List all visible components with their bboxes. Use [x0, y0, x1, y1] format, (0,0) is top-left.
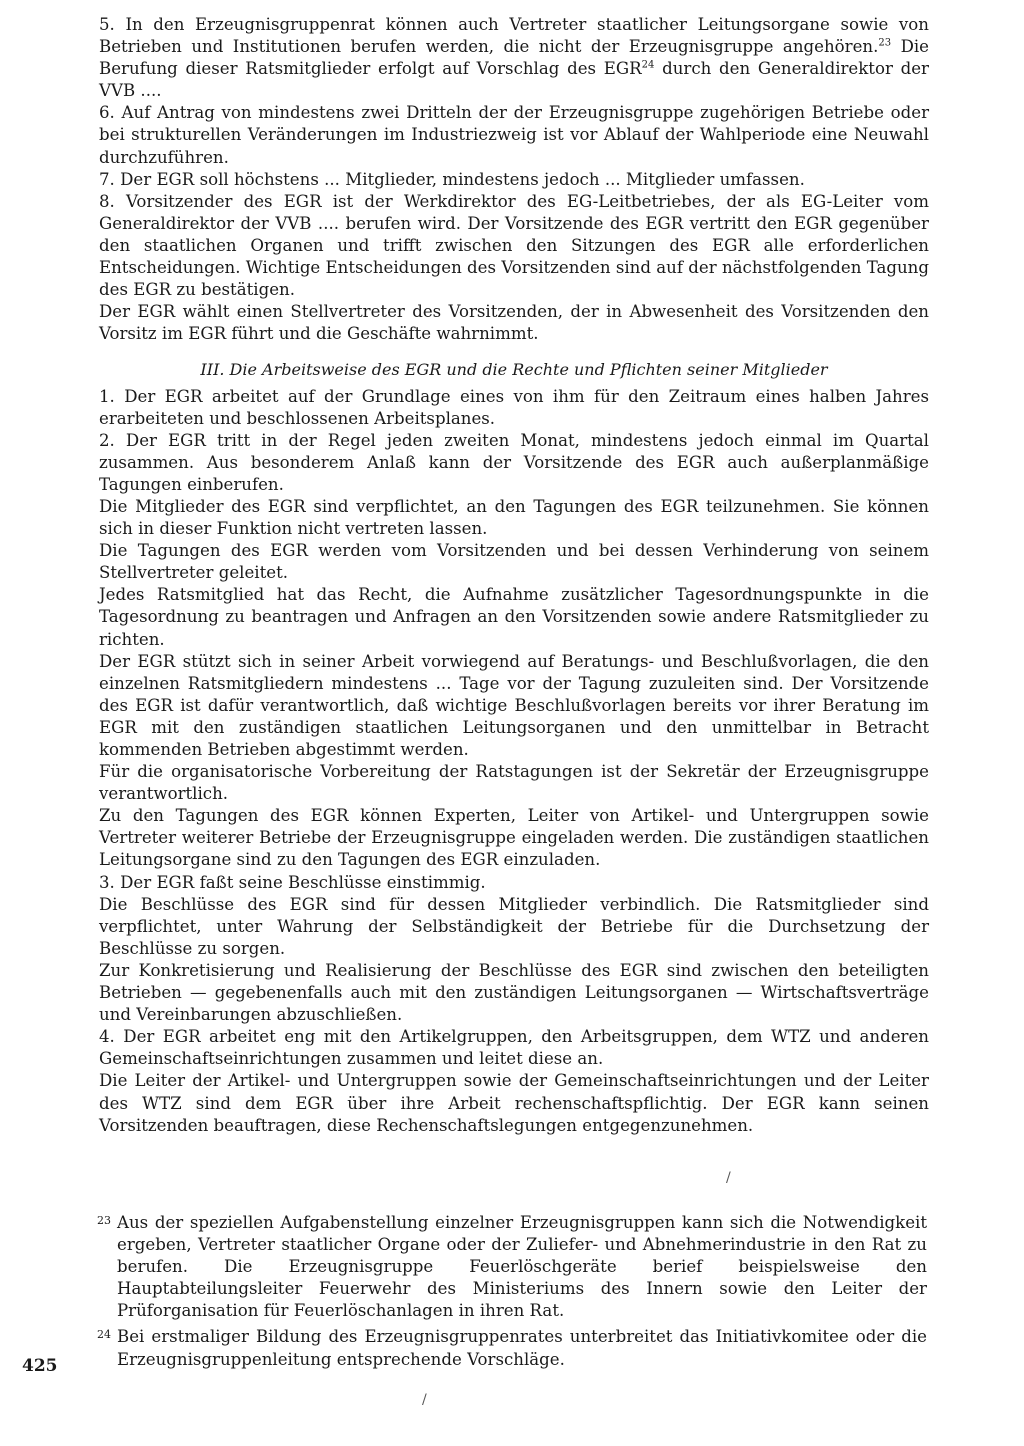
scan-mark: /	[422, 1392, 427, 1408]
footnote-ref-24: 24	[641, 59, 655, 71]
footnote-text: Aus der speziellen Aufgabenstellung einzelner Erzeugnisgruppen kann sich die Notwendigkeit ergeben, Vertreter staatlicher Organe oder der Zuliefer- und Abnehmerindustrie in den Rat zu berufen. Die Erzeugnisgruppe Feuerlöschgeräte berief beispielsweise den Hauptabteilungsleiter Feuerwehr des Ministeriums des Innern sowie den Leiter der Prüforganisation für Feuerlöschanlagen in ihren Rat.	[117, 1213, 927, 1321]
footnote-mark: 23	[97, 1214, 111, 1227]
section3-paragraph-2g: Zu den Tagungen des EGR können Experten, Leiter von Artikel- und Untergruppen sowie Vertreter weiterer Betriebe der Erzeugnisgruppe eingeladen werden. Die zuständigen staatlichen Leitungsorgane sind zu den Tagungen des EGR einzuladen.	[99, 806, 929, 870]
main-text	[99, 14, 929, 1137]
section3-paragraph-4b: Die Leiter der Artikel- und Untergruppen sowie der Gemeinschaftseinrichtungen und der Leiter des WTZ sind dem EGR über ihre Arbeit rechenschaftspflichtig. Der EGR kann seinen Vorsitzenden beauftragen, diese Rechenschaftslegungen entgegenzunehmen.	[99, 1071, 929, 1135]
section3-paragraph-2f: Für die organisatorische Vorbereitung der Ratstagungen ist der Sekretär der Erzeugnisgruppe verantwortlich.	[99, 762, 929, 804]
section3-paragraph-2b: Die Mitglieder des EGR sind verpflichtet, an den Tagungen des EGR teilzunehmen. Sie können sich in dieser Funktion nicht vertreten lassen.	[99, 496, 929, 539]
section3-paragraph-1: 1. Der EGR arbeitet auf der Grundlage eines von ihm für den Zeitraum eines halben Jahres erarbeiteten und beschlossenen Arbeitsplanes.	[99, 386, 929, 428]
paragraph-5-text-c: durch den Generaldirektor der VVB ....	[99, 59, 929, 101]
paragraph-8: 8. Vorsitzender des EGR ist der Werkdirektor des EG-Leitbetriebes, der als EG-Leiter vom Generaldirektor der VVB .... berufen wird. Der Vorsitzende des EGR vertritt den EGR gegenüber den staatlichen Organen und trifft zwischen den Sitzungen des EGR alle erforderlichen Entscheidungen. Wichtige Entscheidungen des Vorsitzenden sind auf der nächstfolgenden Tagung des EGR zu bestätigen.	[99, 191, 929, 300]
paragraph-7: 7. Der EGR soll höchstens ... Mitglieder, mindestens jedoch ... Mitglieder umfassen.	[99, 169, 805, 189]
section3-paragraph-2c: Die Tagungen des EGR werden vom Vorsitzenden und bei dessen Verhinderung von seinem Stellvertreter geleitet.	[99, 541, 929, 583]
footnote-text: Bei erstmaliger Bildung des Erzeugnisgruppenrates unterbreitet das Initiativkomitee oder die Erzeugnisgruppenleitung entsprechende Vorschläge.	[117, 1327, 927, 1369]
paragraph-5	[99, 14, 929, 102]
section3-paragraph-2d: Jedes Ratsmitglied hat das Recht, die Aufnahme zusätzlicher Tagesordnungspunkte in die Tagesordnung zu beantragen und Anfragen an den Vorsitzenden sowie andere Ratsmitglieder zu richten.	[99, 585, 929, 649]
footnote-23	[97, 1212, 927, 1322]
footnote-ref-23: 23	[878, 37, 892, 49]
paragraph-8b: Der EGR wählt einen Stellvertreter des Vorsitzenden, der in Abwesenheit des Vorsitzenden den Vorsitz im EGR führt und die Geschäfte wahrnimmt.	[99, 302, 929, 344]
section3-paragraph-3c: Zur Konkretisierung und Realisierung der Beschlüsse des EGR sind zwischen den beteiligten Betrieben — gegebenenfalls auch mit den zuständigen Leitungsorganen — Wirtschaftsverträge und Vereinbarungen abzuschließen.	[99, 960, 929, 1025]
paragraph-5-text: 5. In den Erzeugnisgruppenrat können auch Vertreter staatlicher Leitungsorgane sowie von Betrieben und Institutionen berufen werden, die nicht der Erzeugnisgruppe angehören.	[99, 15, 929, 57]
section-heading: III. Die Arbeitsweise des EGR und die Rechte und Pflichten seiner Mitglieder	[200, 360, 828, 380]
section3-paragraph-4: 4. Der EGR arbeitet eng mit den Artikelgruppen, den Arbeitsgruppen, dem WTZ und anderen Gemeinschaftseinrichtungen zusammen und leitet diese an.	[99, 1027, 929, 1069]
footnote-mark: 24	[97, 1328, 111, 1342]
footnotes	[97, 1212, 927, 1375]
section3-paragraph-2e: Der EGR stützt sich in seiner Arbeit vorwiegend auf Beratungs- und Beschlußvorlagen, die den einzelnen Ratsmitgliedern mindestens ... Tage vor der Tagung zuzuleiten sind. Der Vorsitzende des EGR ist dafür verantwortlich, daß wichtige Beschlußvorlagen bereits vor ihrer Beratung im EGR mit den zuständigen staatlichen Leitungsorganen und den unmittelbar in Betracht kommenden Betrieben abgestimmt werden.	[99, 651, 929, 759]
section3-paragraph-2: 2. Der EGR tritt in der Regel jeden zweiten Monat, mindestens jedoch einmal im Quartal zusammen. Aus besonderem Anlaß kann der Vorsitzende des EGR auch außerplanmäßige Tagungen einberufen.	[99, 430, 929, 494]
paragraph-5-text-b: Die Berufung dieser Ratsmitglieder erfolgt auf Vorschlag des EGR	[99, 37, 929, 79]
section3-paragraph-3: 3. Der EGR faßt seine Beschlüsse einstimmig.	[99, 872, 486, 892]
paragraph-6: 6. Auf Antrag von mindestens zwei Dritteln der der Erzeugnisgruppe zugehörigen Betriebe oder bei strukturellen Veränderungen im Industriezweig ist vor Ablauf der Wahlperiode eine Neuwahl durchzuführen.	[99, 103, 929, 167]
scan-mark: /	[726, 1170, 731, 1186]
footnote-24	[97, 1326, 927, 1370]
page-number: 425	[22, 1356, 58, 1376]
section3-paragraph-3b: Die Beschlüsse des EGR sind für dessen Mitglieder verbindlich. Die Ratsmitglieder sind verpflichtet, unter Wahrung der Selbständigkeit der Betriebe für die Durchsetzung der Beschlüsse zu sorgen.	[99, 894, 929, 958]
